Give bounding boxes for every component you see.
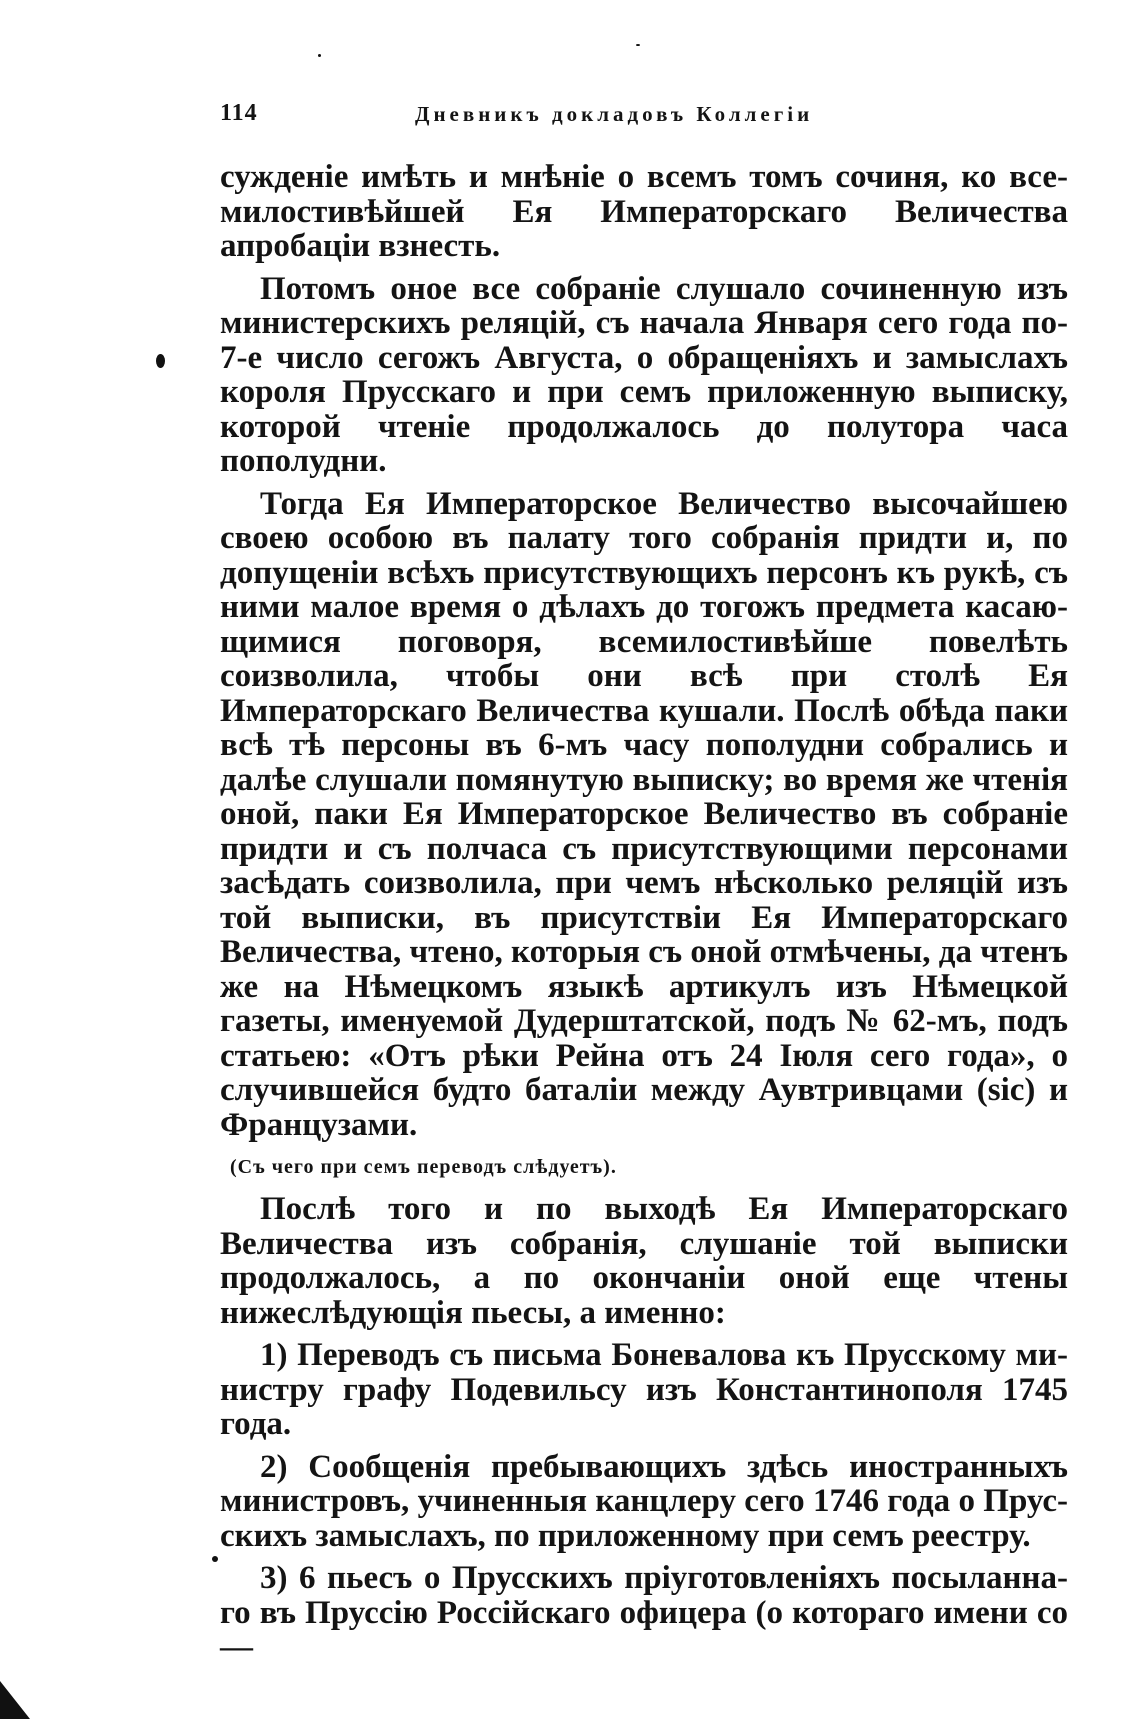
page-number: 114 [220, 100, 258, 126]
page-header [220, 100, 1060, 140]
body-text [220, 160, 1068, 1665]
list-item-2: 2) Сообщенія пребывающихъ здѣсь иностранныхъ министровъ, учиненныя канцлеру сего 1746 года о Прусскихъ замыслахъ, по приложенному при семъ реестру. [220, 1448, 1068, 1554]
translation-note: (Съ чего при семъ переводъ слѣдуетъ). [230, 1156, 617, 1178]
speck-mark [636, 44, 640, 46]
speck-mark [318, 54, 321, 57]
running-head: Дневникъ докладовъ Коллегіи [415, 102, 814, 126]
paragraph-continuation: сужденіе имѣть и мнѣніе о всемъ томъ сочиня, ко всемилостивѣйшей Ея Императорскаго Величества апробаціи взнесть. [220, 159, 1068, 264]
small-dot-mark [212, 1556, 218, 1562]
paragraph-after-departure: Послѣ того и по выходѣ Ея Императорскаго Величества изъ собранія, слушаніе той выписки продолжалось, а по окончаніи оной еще чтены нижеслѣдующія пьесы, а именно: [220, 1191, 1068, 1331]
list-item-1: 1) Переводъ съ письма Боневалова къ Прусскому министру графу Подевильсу изъ Константинополя 1745 года. [220, 1337, 1068, 1442]
list-item-3: 3) 6 пьесъ о Прусскихъ пріуготовленіяхъ посыланнаго въ Пруссію Россійскаго офицера (о котораго имени со— [220, 1560, 1068, 1665]
paragraph-assembly-reading: Потомъ оное все собраніе слушало сочиненную изъ министерскихъ реляцій, съ начала Января сего года по 7-е число сегожъ Августа, о обращеніяхъ и замыслахъ короля Прусскаго и при семъ приложенную выписку, которой чтеніе продолжалось до полутора часа пополудни. [220, 270, 1068, 479]
margin-dot-mark [156, 354, 165, 368]
corner-scan-mark [0, 1681, 30, 1719]
paragraph-empress-visit: Тогда Ея Императорское Величество высочайшею своею особою въ палату того собранія придти и, по допущеніи всѣхъ присутствующихъ персонъ къ рукѣ, съ ними малое время о дѣлахъ до тогожъ предмета касающимися поговоря, всемилостивѣйше повелѣть соизволила, чтобы они всѣ при столѣ Ея Императорскаго Величества кушали. Послѣ обѣда паки всѣ тѣ персоны въ 6-мъ часу пополудни собрались и далѣе слушали помянутую выписку; во время же чтенія оной, паки Ея Императорское Величество въ собраніе придти и съ полчаса съ присутствующими персонами засѣдать соизволила, при чемъ нѣсколько реляцій изъ той выписки, въ присутствіи Ея Императорскаго Величества, чтено, которыя съ оной отмѣчены, да чтенъ же на Нѣмецкомъ языкѣ артикулъ изъ Нѣмецкой газеты, именуемой Дудерштатской, подъ № 62-мъ, подъ статьею: «Отъ рѣки Рейна отъ 24 Іюля сего года», о случившейся будто баталіи между Аувтривцами (sic) и Французами. [220, 485, 1068, 1143]
